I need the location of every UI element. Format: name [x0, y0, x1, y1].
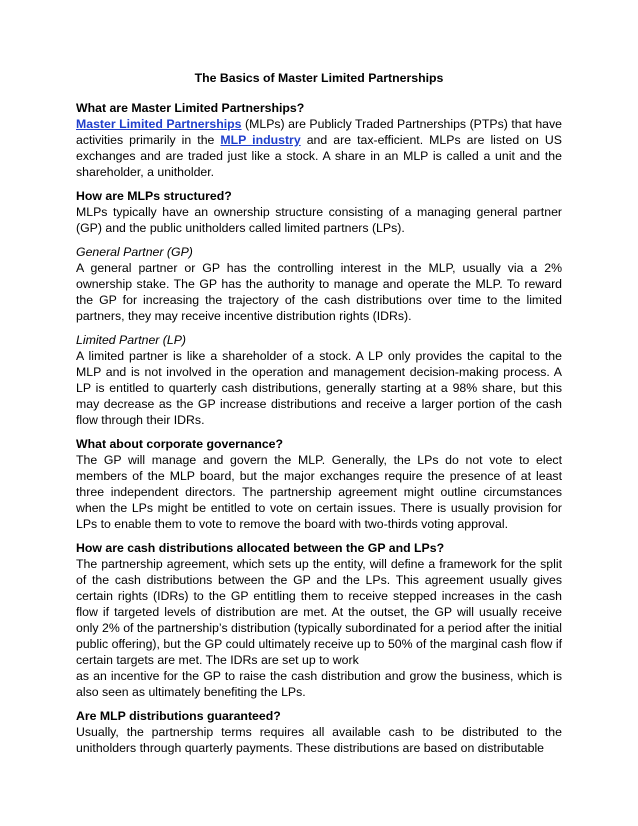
- section-paragraph: The partnership agreement, which sets up the entity, will define a framework for the split of the cash distributions between the GP and the LPs. This agreement usually gives certain rights (IDRs) to the GP entitling them to receive stepped increases in the cash flow if targeted levels of distribution are met. At the outset, the GP will usually receive only 2% of the partnership’s distribution (typically subordinated for a period after the initial public offering), but the GP could ultimately receive up to 50% of the marginal cash flow if certain targets are met. The IDRs are set up to work: [76, 557, 562, 667]
- section-cash-distributions: [76, 540, 562, 700]
- mlp-industry-link[interactable]: MLP industry: [220, 133, 301, 147]
- paragraph-text: (MLPs) are Publicly Traded Partnerships (PTPs) that have activities primarily in the: [76, 117, 562, 147]
- document-page: [76, 70, 562, 764]
- section-paragraph: The GP will manage and govern the MLP. Generally, the LPs do not vote to elect members of the MLP board, but the major exchanges require the presence of at least three independent directors. The partnership agreement might outline circumstances when the LPs might be entitled to vote on certain issues. There is usually provision for LPs to enable them to vote to remove the board with two-thirds voting approval.: [76, 453, 562, 531]
- section-paragraph: A general partner or GP has the controlling interest in the MLP, usually via a 2% ownership stake. The GP has the authority to manage and operate the MLP. To reward the GP for increasing the trajectory of the cash distributions over time to the limited partners, they may receive incentive distribution rights (IDRs).: [76, 261, 562, 323]
- section-limited-partner: [76, 332, 562, 428]
- section-paragraph: as an incentive for the GP to raise the cash distribution and grow the business, which is also seen as ultimately benefiting the LPs.: [76, 669, 562, 699]
- section-paragraph: [76, 116, 562, 180]
- section-what-are-mlps: [76, 100, 562, 180]
- section-heading: How are MLPs structured?: [76, 189, 232, 203]
- document-title: The Basics of Master Limited Partnerships: [194, 71, 444, 85]
- section-general-partner: [76, 244, 562, 324]
- section-paragraph: Usually, the partnership terms requires all available cash to be distributed to the unitholders through quarterly payments. These distributions are based on distributable: [76, 725, 562, 755]
- subsection-heading: Limited Partner (LP): [76, 333, 187, 347]
- section-governance: [76, 436, 562, 532]
- section-paragraph: MLPs typically have an ownership structure consisting of a managing general partner (GP) and the public unitholders called limited partners (LPs).: [76, 205, 562, 235]
- paragraph-text: and are tax-efficient. MLPs are listed on US exchanges and are traded just like a stock. A share in an MLP is called a unit and the shareholder, a unitholder.: [76, 133, 562, 179]
- section-heading: What are Master Limited Partnerships?: [76, 101, 305, 115]
- mlp-link[interactable]: Master Limited Partnerships: [76, 117, 242, 131]
- section-paragraph: A limited partner is like a shareholder of a stock. A LP only provides the capital to the MLP and is not involved in the operation and management decision-making process. A LP is entitled to quarterly cash distributions, generally starting at a 98% share, but this may decrease as the GP increase distributions and receive a larger portion of the cash flow through their IDRs.: [76, 349, 562, 427]
- section-heading: What about corporate governance?: [76, 437, 284, 451]
- section-heading: Are MLP distributions guaranteed?: [76, 709, 281, 723]
- section-structure: [76, 188, 562, 236]
- section-guaranteed: [76, 708, 562, 756]
- section-heading: How are cash distributions allocated between the GP and LPs?: [76, 541, 445, 555]
- subsection-heading: General Partner (GP): [76, 245, 193, 259]
